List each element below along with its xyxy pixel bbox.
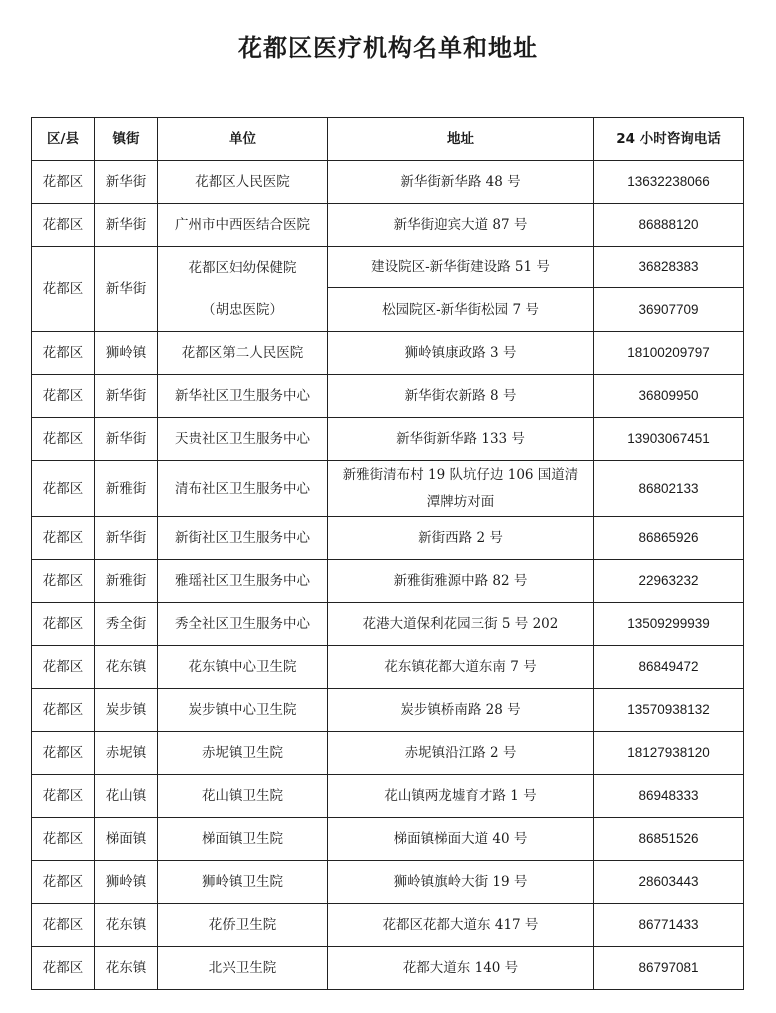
- table-row: [32, 646, 744, 689]
- cell-district: 花都区: [32, 732, 95, 775]
- cell-address: 建设院区-新华街建设路 51 号: [328, 247, 594, 288]
- cell-district: 花都区: [32, 689, 95, 732]
- cell-street: 花东镇: [95, 947, 158, 990]
- cell-address: 狮岭镇康政路 3 号: [328, 332, 594, 375]
- cell-address: 新华街新华路 48 号: [328, 161, 594, 204]
- cell-address: 新雅街雅源中路 82 号: [328, 560, 594, 603]
- table-row: [32, 517, 744, 560]
- cell-street: 梯面镇: [95, 818, 158, 861]
- table-row: [32, 732, 744, 775]
- cell-phone: 18127938120: [594, 732, 744, 775]
- cell-district: 花都区: [32, 775, 95, 818]
- cell-address: 花都大道东 140 号: [328, 947, 594, 990]
- cell-phone: 22963232: [594, 560, 744, 603]
- address-line: 新雅街清布村 19 队坑仔边 106 国道清: [342, 466, 579, 483]
- table-row: [32, 247, 744, 288]
- cell-phone: 86849472: [594, 646, 744, 689]
- cell-unit: 广州市中西医结合医院: [158, 204, 328, 247]
- cell-district: 花都区: [32, 861, 95, 904]
- cell-phone: 13509299939: [594, 603, 744, 646]
- cell-street: 新华街: [95, 161, 158, 204]
- table-row: [32, 161, 744, 204]
- cell-district: 花都区: [32, 204, 95, 247]
- table-row: [32, 375, 744, 418]
- cell-district: 花都区: [32, 332, 95, 375]
- cell-district: 花都区: [32, 904, 95, 947]
- cell-district: 花都区: [32, 560, 95, 603]
- table-row: [32, 689, 744, 732]
- cell-phone: 36907709: [594, 288, 744, 332]
- cell-unit: 花东镇中心卫生院: [158, 646, 328, 689]
- cell-address: 花港大道保利花园三街 5 号 202: [328, 603, 594, 646]
- cell-district: 花都区: [32, 517, 95, 560]
- cell-street: 赤坭镇: [95, 732, 158, 775]
- cell-unit: 新街社区卫生服务中心: [158, 517, 328, 560]
- table-row: [32, 204, 744, 247]
- cell-phone: 86865926: [594, 517, 744, 560]
- cell-phone: 13570938132: [594, 689, 744, 732]
- cell-district: 花都区: [32, 947, 95, 990]
- cell-street: 炭步镇: [95, 689, 158, 732]
- table-row: [32, 461, 744, 517]
- unit-alias-line: （胡忠医院）: [202, 302, 283, 318]
- cell-street: 新华街: [95, 247, 158, 332]
- header-unit: 单位: [158, 118, 328, 161]
- table-row: [32, 775, 744, 818]
- cell-phone: 86888120: [594, 204, 744, 247]
- cell-unit: 狮岭镇卫生院: [158, 861, 328, 904]
- cell-unit: 北兴卫生院: [158, 947, 328, 990]
- cell-unit: 雅瑶社区卫生服务中心: [158, 560, 328, 603]
- table-row: [32, 818, 744, 861]
- cell-unit: 花山镇卫生院: [158, 775, 328, 818]
- table-row: [32, 861, 744, 904]
- cell-phone: 18100209797: [594, 332, 744, 375]
- cell-unit: 清布社区卫生服务中心: [158, 461, 328, 517]
- cell-address: 梯面镇梯面大道 40 号: [328, 818, 594, 861]
- cell-unit: 秀全社区卫生服务中心: [158, 603, 328, 646]
- table-row: [32, 947, 744, 990]
- header-phone: 24 小时咨询电话: [594, 118, 744, 161]
- table-header-row: [32, 118, 744, 161]
- cell-phone: 36828383: [594, 247, 744, 288]
- unit-name-line: 花都区妇幼保健院: [188, 260, 297, 276]
- cell-unit: [158, 247, 328, 332]
- cell-unit: 梯面镇卫生院: [158, 818, 328, 861]
- cell-phone: 13903067451: [594, 418, 744, 461]
- header-district: 区/县: [32, 118, 95, 161]
- cell-street: 狮岭镇: [95, 861, 158, 904]
- cell-unit: 炭步镇中心卫生院: [158, 689, 328, 732]
- cell-address: 赤坭镇沿江路 2 号: [328, 732, 594, 775]
- cell-street: 新华街: [95, 517, 158, 560]
- cell-street: 花东镇: [95, 904, 158, 947]
- cell-district: 花都区: [32, 603, 95, 646]
- cell-address: 花东镇花都大道东南 7 号: [328, 646, 594, 689]
- cell-street: 新雅街: [95, 560, 158, 603]
- cell-street: 新华街: [95, 204, 158, 247]
- hospital-table: [31, 117, 744, 990]
- header-address: 地址: [328, 118, 594, 161]
- cell-address: 新街西路 2 号: [328, 517, 594, 560]
- cell-district: 花都区: [32, 375, 95, 418]
- cell-phone: 86851526: [594, 818, 744, 861]
- cell-unit: 新华社区卫生服务中心: [158, 375, 328, 418]
- cell-district: 花都区: [32, 247, 95, 332]
- table-row: [32, 603, 744, 646]
- cell-phone: 36809950: [594, 375, 744, 418]
- cell-street: 花东镇: [95, 646, 158, 689]
- cell-district: 花都区: [32, 161, 95, 204]
- table-row: [32, 418, 744, 461]
- cell-street: 花山镇: [95, 775, 158, 818]
- cell-district: 花都区: [32, 418, 95, 461]
- page-title: 花都区医疗机构名单和地址: [238, 34, 538, 62]
- cell-address: 花都区花都大道东 417 号: [328, 904, 594, 947]
- cell-address: 花山镇两龙墟育才路 1 号: [328, 775, 594, 818]
- cell-street: 新华街: [95, 375, 158, 418]
- cell-phone: 86948333: [594, 775, 744, 818]
- cell-unit: 花侨卫生院: [158, 904, 328, 947]
- cell-district: 花都区: [32, 461, 95, 517]
- cell-address: 新华街农新路 8 号: [328, 375, 594, 418]
- cell-unit: 赤坭镇卫生院: [158, 732, 328, 775]
- cell-street: 秀全街: [95, 603, 158, 646]
- cell-phone: 13632238066: [594, 161, 744, 204]
- cell-address: 新华街迎宾大道 87 号: [328, 204, 594, 247]
- cell-address: 新华街新华路 133 号: [328, 418, 594, 461]
- header-street: 镇街: [95, 118, 158, 161]
- cell-phone: 86802133: [594, 461, 744, 517]
- cell-street: 狮岭镇: [95, 332, 158, 375]
- cell-unit: 天贵社区卫生服务中心: [158, 418, 328, 461]
- cell-address: 炭步镇桥南路 28 号: [328, 689, 594, 732]
- cell-district: 花都区: [32, 646, 95, 689]
- cell-address: [328, 461, 594, 517]
- table-row: [32, 560, 744, 603]
- cell-address: 狮岭镇旗岭大街 19 号: [328, 861, 594, 904]
- cell-district: 花都区: [32, 818, 95, 861]
- cell-phone: 28603443: [594, 861, 744, 904]
- table-row: [32, 904, 744, 947]
- cell-phone: 86797081: [594, 947, 744, 990]
- address-line: 潭牌坊对面: [426, 493, 495, 510]
- cell-street: 新华街: [95, 418, 158, 461]
- cell-address: 松园院区-新华街松园 7 号: [328, 288, 594, 332]
- table-row: [32, 332, 744, 375]
- cell-unit: 花都区人民医院: [158, 161, 328, 204]
- cell-unit: 花都区第二人民医院: [158, 332, 328, 375]
- cell-street: 新雅街: [95, 461, 158, 517]
- cell-phone: 86771433: [594, 904, 744, 947]
